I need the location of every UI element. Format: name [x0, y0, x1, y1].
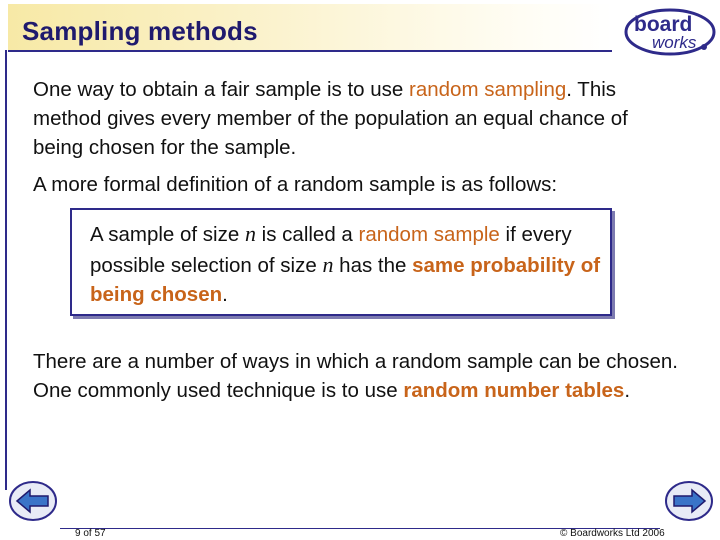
- definition-box: [70, 208, 612, 316]
- forward-arrow-icon[interactable]: [664, 480, 714, 522]
- title-divider: [8, 50, 612, 52]
- highlight-random-sample: random sample: [358, 223, 500, 246]
- definition-text: A sample of size n is called a random sample if every possible selection of size n has the same probability of being chosen.: [90, 221, 601, 306]
- svg-text:board: board: [634, 13, 693, 36]
- copyright: © Boardworks Ltd 2006: [560, 528, 665, 539]
- methods-paragraph: There are a number of ways in which a random sample can be chosen. One commonly used technique is to use random number tables.: [33, 350, 678, 402]
- slide-title: Sampling methods: [22, 16, 258, 46]
- boardworks-logo: [622, 6, 718, 62]
- highlight-random-number-tables: random number tables: [403, 379, 625, 402]
- svg-text:works: works: [652, 33, 697, 52]
- side-divider: [5, 50, 7, 490]
- intro-paragraph: One way to obtain a fair sample is to use random sampling. This method gives every member of the population an equal chance of being chosen for the sample.: [33, 78, 628, 159]
- page-number: 9 of 57: [75, 528, 106, 539]
- title-bar: [8, 4, 612, 50]
- back-arrow-icon[interactable]: [8, 480, 58, 522]
- highlight-random-sampling: random sampling: [409, 78, 567, 101]
- highlight-same-probability: same probability of being chosen: [90, 253, 601, 306]
- definition-intro: A more formal definition of a random sample is as follows:: [33, 173, 558, 196]
